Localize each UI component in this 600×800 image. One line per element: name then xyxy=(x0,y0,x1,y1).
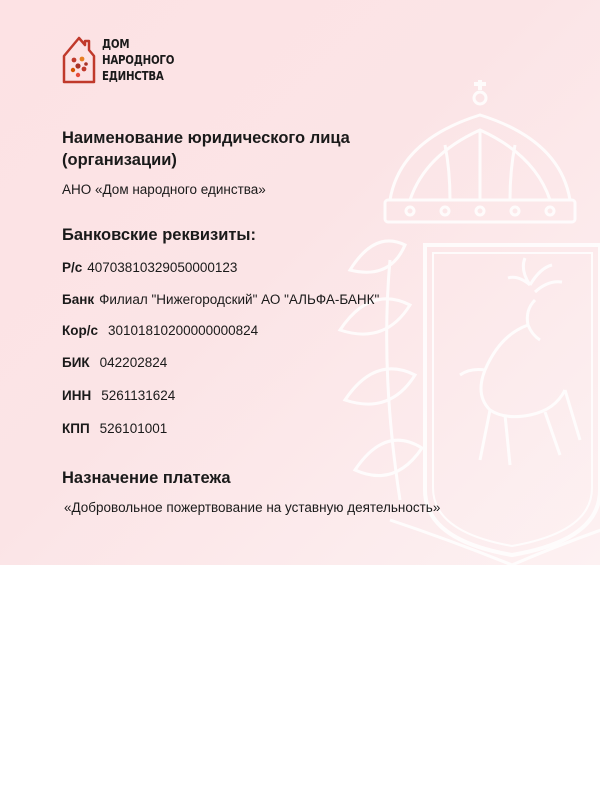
bik-label: БИК xyxy=(62,355,90,370)
purpose-heading: Назначение платежа xyxy=(62,469,231,487)
logo-text xyxy=(102,36,174,84)
inn-label: ИНН xyxy=(62,388,92,403)
org-heading-line-2: (организации) xyxy=(62,151,177,169)
bank-label: Банк xyxy=(62,292,95,307)
coat-of-arms-watermark-icon xyxy=(330,70,600,565)
logo-line-2: НАРОДНОГО xyxy=(102,52,175,67)
bank-heading: Банковские реквизиты: xyxy=(62,226,257,244)
logo-line-1: ДОМ xyxy=(102,36,130,51)
kor-value: 30101810200000000824 xyxy=(108,323,259,338)
inn-value: 5261131624 xyxy=(101,388,176,403)
bank-value: Филиал "Нижегородский" АО "АЛЬФА-БАНК" xyxy=(99,292,380,307)
bank-row xyxy=(62,291,379,309)
bik-value: 042202824 xyxy=(99,355,168,370)
inn-row xyxy=(62,387,175,405)
rs-value: 40703810329050000123 xyxy=(87,260,238,275)
bik-row xyxy=(62,354,167,372)
rs-row xyxy=(62,259,237,277)
purpose-text: «Добровольное пожертвование на уставную деятельность» xyxy=(64,500,441,515)
logo xyxy=(62,36,190,84)
org-heading-line-1: Наименование юридического лица xyxy=(62,129,350,147)
rs-label: Р/с xyxy=(62,260,83,275)
logo-line-3: ЕДИНСТВА xyxy=(102,68,164,83)
kor-row xyxy=(62,322,258,340)
house-logo-icon xyxy=(62,36,96,84)
kor-label: Кор/с xyxy=(62,323,98,338)
kpp-row xyxy=(62,420,167,438)
kpp-value: 526101001 xyxy=(99,421,168,436)
org-name: АНО «Дом народного единства» xyxy=(62,182,266,197)
kpp-label: КПП xyxy=(62,421,90,436)
